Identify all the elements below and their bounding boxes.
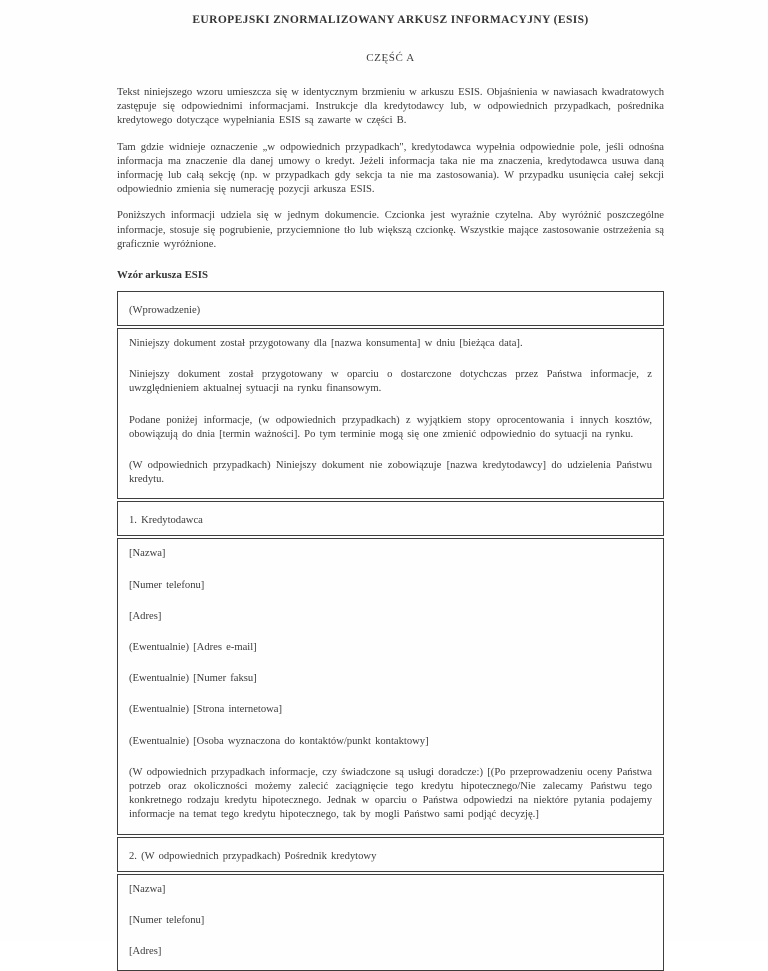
introduction-paragraph-1: Niniejszy dokument został przygotowany dla [nazwa konsumenta] w dniu [bieżąca data].: [129, 338, 523, 350]
intermediary-address-placeholder: [Adres]: [129, 946, 162, 958]
form-model-heading: Wzór arkusza ESIS: [117, 269, 208, 282]
table-row-introduction-body: [117, 328, 664, 499]
intermediary-name-placeholder: [Nazwa]: [129, 883, 166, 895]
introduction-paragraph-3: Podane poniżej informacje, (w odpowiednich przypadkach) z wyjątkiem stopy oprocentowania i innych kosztów, obowiązują do dnia [termin ważności]. Po tym terminie mogą się one zmienić odpowiednio do sytuacji na rynku.: [129, 414, 652, 440]
lender-name-placeholder: [Nazwa]: [129, 548, 166, 560]
document-title: EUROPEJSKI ZNORMALIZOWANY ARKUSZ INFORMACYJNY (ESIS): [192, 14, 589, 26]
introduction-paragraph-2: Niniejszy dokument został przygotowany w oparciu o dostarczone dotychczas przez Państwa informacje, z uwzględnieniem aktualnej sytuacji na rynku finansowym.: [129, 369, 652, 395]
section2-title: 2. (W odpowiednich przypadkach) Pośrednik kredytowy: [129, 850, 377, 862]
lender-contact-person-placeholder: (Ewentualnie) [Osoba wyznaczona do kontaktów/punkt kontaktowy]: [129, 735, 429, 747]
table-row-section1-header: [117, 501, 664, 536]
lender-address-placeholder: [Adres]: [129, 610, 162, 622]
introduction-label: (Wprowadzenie): [129, 305, 201, 317]
part-a-label: CZĘŚĆ A: [366, 52, 415, 64]
section1-title: 1. Kredytodawca: [129, 515, 203, 527]
lender-advisory-services-note: (W odpowiednich przypadkach informacje, czy świadczone są usługi doradcze:) [(Po przeprowadzeniu oceny Państwa potrzeb oraz okoliczności możemy zalecić zaciągnięcie tego kredytu hipotecznego/Nie zalecamy Państwu tego konkretnego rodzaju kredytu hipotecznego. Jednak w oparciu o Państwa odpowiedzi na niektóre pytania podajemy informacje na temat tego kredytu hipotecznego, tak by mogli Państwo sami podjąć decyzję.]: [129, 766, 652, 821]
introduction-paragraph-4: (W odpowiednich przypadkach) Niniejszy dokument nie zobowiązuje [nazwa kredytodawcy] do udzielenia Państwu kredytu.: [129, 460, 652, 486]
lender-fax-placeholder: (Ewentualnie) [Numer faksu]: [129, 673, 257, 685]
intro-paragraph-2: Tam gdzie widnieje oznaczenie „w odpowiednich przypadkach", kredytodawca wypełnia odpowiednie pole, jeśli odnośna informacja ma znaczenie dla danej umowy o kredyt. Jeżeli informacja taka nie ma znaczenia, kredytodawca usuwa daną informację lub całą sekcję (np. w przypadkach gdy sekcja ta nie ma zastosowania). W przypadku usunięcia całej sekcji odpowiednio zmienia się numerację pozycji arkusza ESIS.: [117, 141, 664, 196]
intermediary-phone-placeholder: [Numer telefonu]: [129, 914, 205, 926]
table-row-section1-body: [117, 538, 664, 834]
esis-form-table: [117, 291, 664, 971]
lender-website-placeholder: (Ewentualnie) [Strona internetowa]: [129, 704, 283, 716]
table-row-section2-body: [117, 874, 664, 971]
intro-paragraph-3: Poniższych informacji udziela się w jednym dokumencie. Czcionka jest wyraźnie czytelna. Aby wyróżnić poszczególne informacje, stosuje się pogrubienie, przyciemnione tło lub większą czcionkę. Wszystkie mające zastosowanie ostrzeżenia są graficznie wyróżnione.: [117, 210, 664, 250]
lender-email-placeholder: (Ewentualnie) [Adres e-mail]: [129, 642, 257, 654]
table-row-section2-header: [117, 837, 664, 872]
intro-paragraph-1: Tekst niniejszego wzoru umieszcza się w identycznym brzmieniu w arkuszu ESIS. Objaśnienia w nawiasach kwadratowych zastępuje się odpowiednimi informacjami. Instrukcje dla kredytodawcy lub, w odpowiednich przypadkach, pośrednika kredytowego dotyczące wypełniania ESIS są zawarte w części B.: [117, 87, 664, 127]
intro-section: [117, 86, 664, 252]
table-row-introduction-header: [117, 291, 664, 326]
lender-phone-placeholder: [Numer telefonu]: [129, 579, 205, 591]
